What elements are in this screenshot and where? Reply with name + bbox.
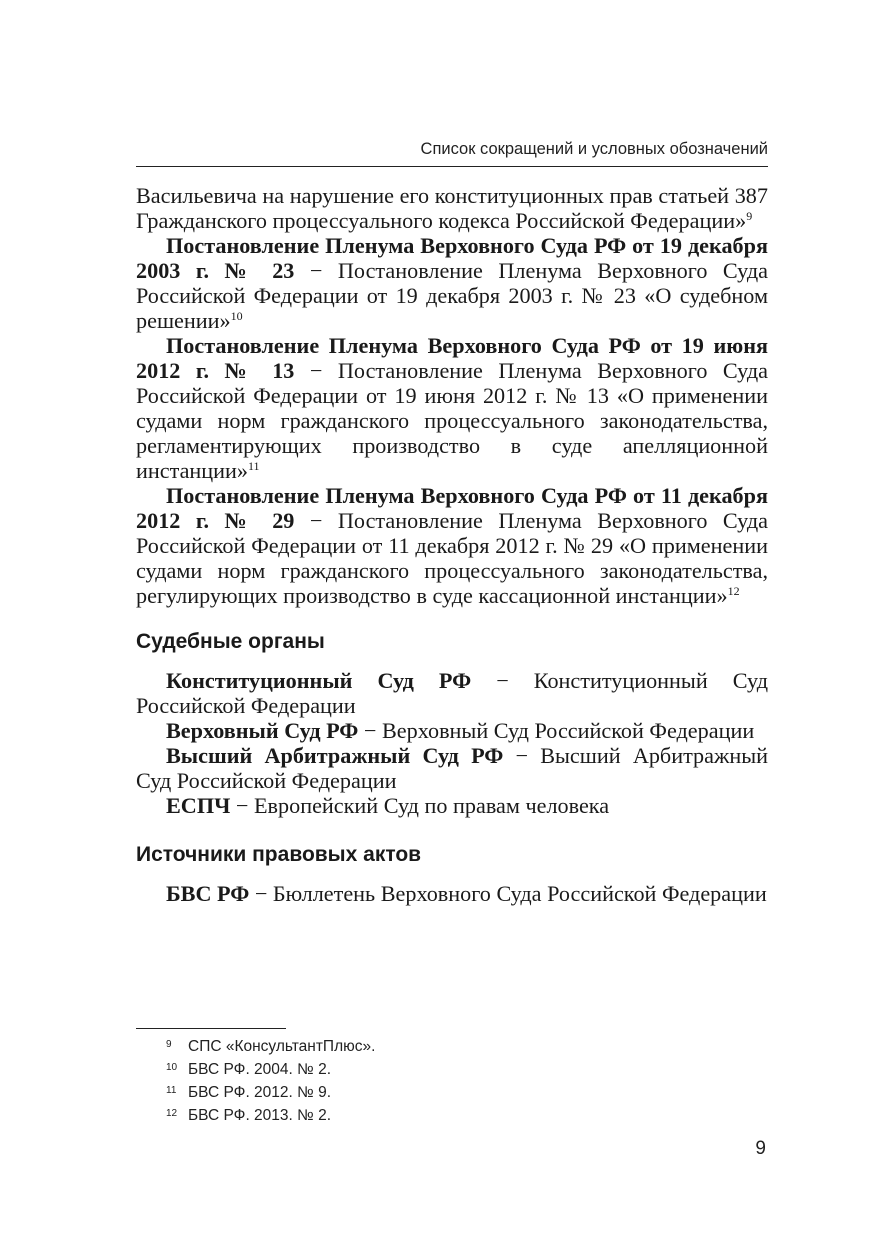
definition-text: − Постановление Пленума Верховного Суда Российской Федерации от 19 июня 2012 г. № 13 «О применении судами норм гражданского процессуального законодательства, регламентирующих производство в суде апелляционной инстанции» xyxy=(136,358,768,483)
definition-term: ЕСПЧ xyxy=(166,793,231,818)
footnote-separator xyxy=(136,1028,286,1029)
section-title-courts: Судебные органы xyxy=(136,630,325,653)
main-text xyxy=(136,183,768,906)
paragraph-text: Васильевича на нарушение его конституционных прав статьей 387 Гражданского процессуального кодекса Российской Федерации» xyxy=(136,183,768,233)
footnote-text: БВС РФ. 2004. № 2. xyxy=(188,1061,332,1078)
footnote-number: 12 xyxy=(166,1108,178,1119)
header-title: Список сокращений и условных обозначений xyxy=(420,140,768,158)
footnote-item xyxy=(166,1105,566,1128)
running-header xyxy=(136,136,768,167)
definition-entry xyxy=(136,743,768,793)
definition-term: Постановление Пленума Верховного Суда РФ от 11 декабря 2012 г. № 29 xyxy=(136,483,768,533)
footnote-number: 11 xyxy=(166,1085,177,1096)
footnote-ref[interactable]: 12 xyxy=(727,584,740,598)
section-title-sources: Источники правовых актов xyxy=(136,843,422,866)
footnote-text: СПС «КонсультантПлюс». xyxy=(188,1038,376,1055)
footnotes xyxy=(166,1036,566,1128)
footnote-number: 9 xyxy=(166,1039,172,1050)
definition-term: Постановление Пленума Верховного Суда РФ от 19 декабря 2003 г. № 23 xyxy=(136,233,768,283)
footnote-item xyxy=(166,1036,566,1059)
definition-entry xyxy=(136,483,768,608)
definition-entry xyxy=(136,718,768,743)
footnote-ref[interactable]: 9 xyxy=(746,209,753,223)
footnote-text: БВС РФ. 2012. № 9. xyxy=(188,1084,332,1101)
definition-text: − Постановление Пленума Верховного Суда Российской Федерации от 11 декабря 2012 г. № 29 «О применении судами норм гражданского процессуального законодательства, регулирующих производство в суде кассационной инстанции» xyxy=(136,508,768,608)
definition-term: Верховный Суд РФ xyxy=(166,718,359,743)
definition-text: − Постановление Пленума Верховного Суда Российской Федерации от 19 декабря 2003 г. № 23 «О судебном решении» xyxy=(136,258,768,333)
footnote-item xyxy=(166,1059,566,1082)
paragraph-continuation xyxy=(136,183,768,233)
definition-text: − Бюллетень Верховного Суда Российской Федерации xyxy=(249,881,767,906)
definition-term: Высший Арбитражный Суд РФ xyxy=(166,743,504,768)
footnote-ref[interactable]: 10 xyxy=(230,309,243,323)
definition-term: БВС РФ xyxy=(166,881,250,906)
definition-text: − Верховный Суд Российской Федерации xyxy=(358,718,755,743)
definition-entry xyxy=(136,333,768,483)
footnote-ref[interactable]: 11 xyxy=(248,459,260,473)
footnote-text: БВС РФ. 2013. № 2. xyxy=(188,1107,332,1124)
definition-term: Постановление Пленума Верховного Суда РФ от 19 июня 2012 г. № 13 xyxy=(136,333,768,383)
definition-entry xyxy=(136,881,768,906)
footnote-item xyxy=(166,1082,566,1105)
definition-text: − Конституционный Суд Российской Федерации xyxy=(136,668,768,718)
page-number: 9 xyxy=(755,1138,766,1159)
definition-entry xyxy=(136,793,768,818)
footnote-number: 10 xyxy=(166,1062,178,1073)
definition-term: Конституционный Суд РФ xyxy=(166,668,472,693)
definition-entry xyxy=(136,233,768,333)
definition-text: − Высший Арбитражный Суд Российской Федерации xyxy=(136,743,768,793)
definition-entry xyxy=(136,668,768,718)
definition-text: − Европейский Суд по правам человека xyxy=(230,793,610,818)
